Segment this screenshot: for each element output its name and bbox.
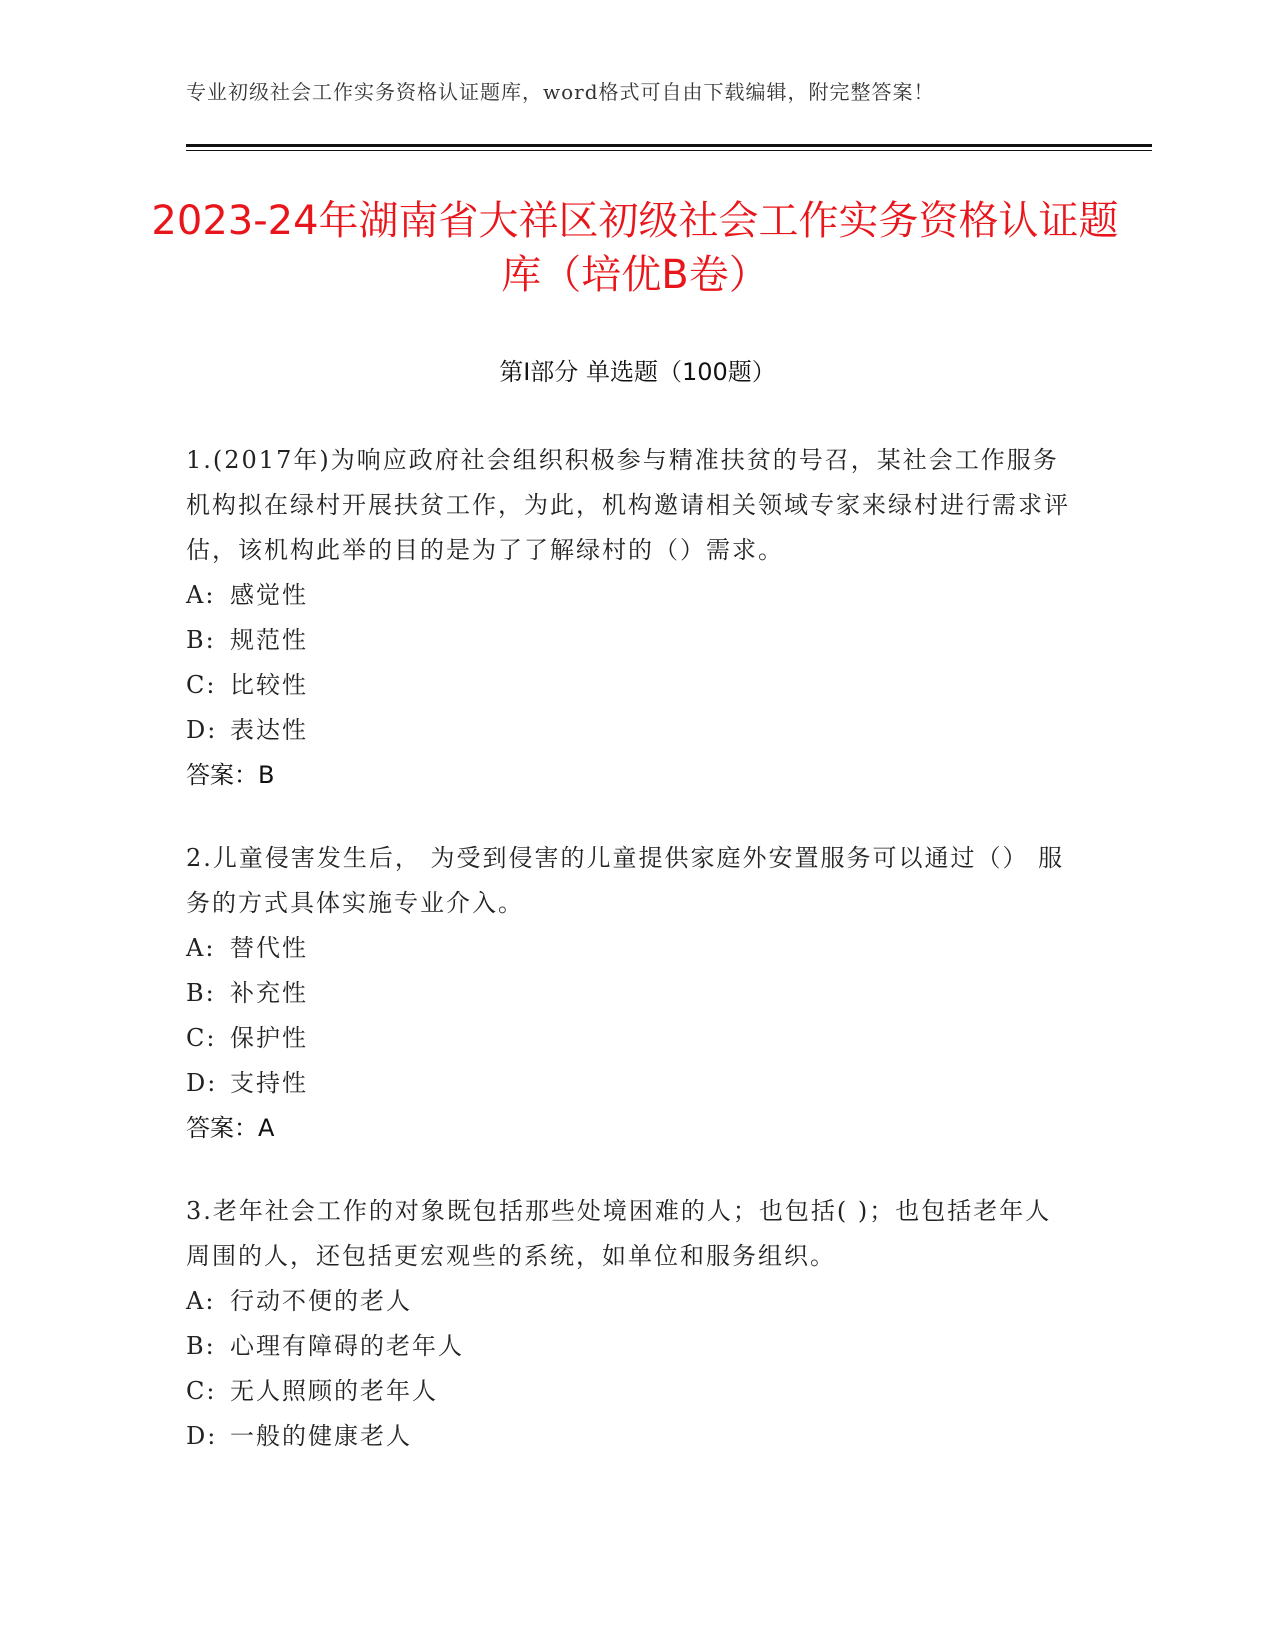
question-2	[186, 836, 1076, 1151]
option-d	[186, 1061, 1076, 1106]
option-key: D:	[186, 716, 218, 744]
option-d	[186, 1414, 1076, 1459]
option-a	[186, 926, 1076, 971]
answer-line: 答案：B	[186, 761, 275, 789]
option-c	[186, 1369, 1076, 1414]
option-text: 规范性	[230, 626, 308, 654]
option-key: A:	[186, 581, 216, 609]
question-3	[186, 1189, 1076, 1459]
option-b	[186, 1324, 1076, 1369]
option-text: 补充性	[230, 979, 308, 1007]
option-a	[186, 573, 1076, 618]
option-text: 无人照顾的老年人	[230, 1377, 438, 1405]
option-text: 心理有障碍的老年人	[230, 1332, 464, 1360]
option-text: 保护性	[230, 1024, 308, 1052]
document-title: 2023-24年湖南省大祥区初级社会工作实务资格认证题库（培优B卷）	[151, 198, 1119, 298]
option-text: 比较性	[230, 671, 308, 699]
header-rule-thin	[186, 150, 1152, 151]
option-text: 替代性	[230, 934, 308, 962]
option-key: B:	[186, 1332, 216, 1360]
option-text: 行动不便的老人	[230, 1287, 412, 1315]
question-list	[186, 438, 1076, 1497]
option-b	[186, 971, 1076, 1016]
option-a	[186, 1279, 1076, 1324]
question-stem: 2.儿童侵害发生后， 为受到侵害的儿童提供家庭外安置服务可以通过（） 服务的方式具体实施专业介入。	[186, 844, 1065, 917]
section-title: 第I部分 单选题（100题）	[499, 358, 776, 386]
option-d	[186, 708, 1076, 753]
option-key: D:	[186, 1069, 218, 1097]
option-text: 表达性	[230, 716, 308, 744]
question-stem: 1.(2017年)为响应政府社会组织积极参与精准扶贫的号召，某社会工作服务机构拟在绿村开展扶贫工作，为此，机构邀请相关领域专家来绿村进行需求评估，该机构此举的目的是为了了解绿村的（）需求。	[186, 446, 1070, 564]
header-rule-thick	[186, 144, 1152, 147]
option-text: 支持性	[230, 1069, 308, 1097]
option-c	[186, 1016, 1076, 1061]
option-text: 感觉性	[230, 581, 308, 609]
option-b	[186, 618, 1076, 663]
option-key: C:	[186, 1377, 217, 1405]
option-key: B:	[186, 979, 216, 1007]
option-text: 一般的健康老人	[230, 1422, 412, 1450]
option-key: C:	[186, 671, 217, 699]
option-key: A:	[186, 934, 216, 962]
option-key: D:	[186, 1422, 218, 1450]
header-note: 专业初级社会工作实务资格认证题库，word格式可自由下载编辑，附完整答案！	[186, 80, 935, 104]
question-1	[186, 438, 1076, 798]
question-stem: 3.老年社会工作的对象既包括那些处境困难的人；也包括( )；也包括老年人周围的人，还包括更宏观些的系统，如单位和服务组织。	[186, 1197, 1052, 1270]
option-c	[186, 663, 1076, 708]
option-key: C:	[186, 1024, 217, 1052]
option-key: A:	[186, 1287, 216, 1315]
option-key: B:	[186, 626, 216, 654]
answer-line: 答案：A	[186, 1114, 275, 1142]
